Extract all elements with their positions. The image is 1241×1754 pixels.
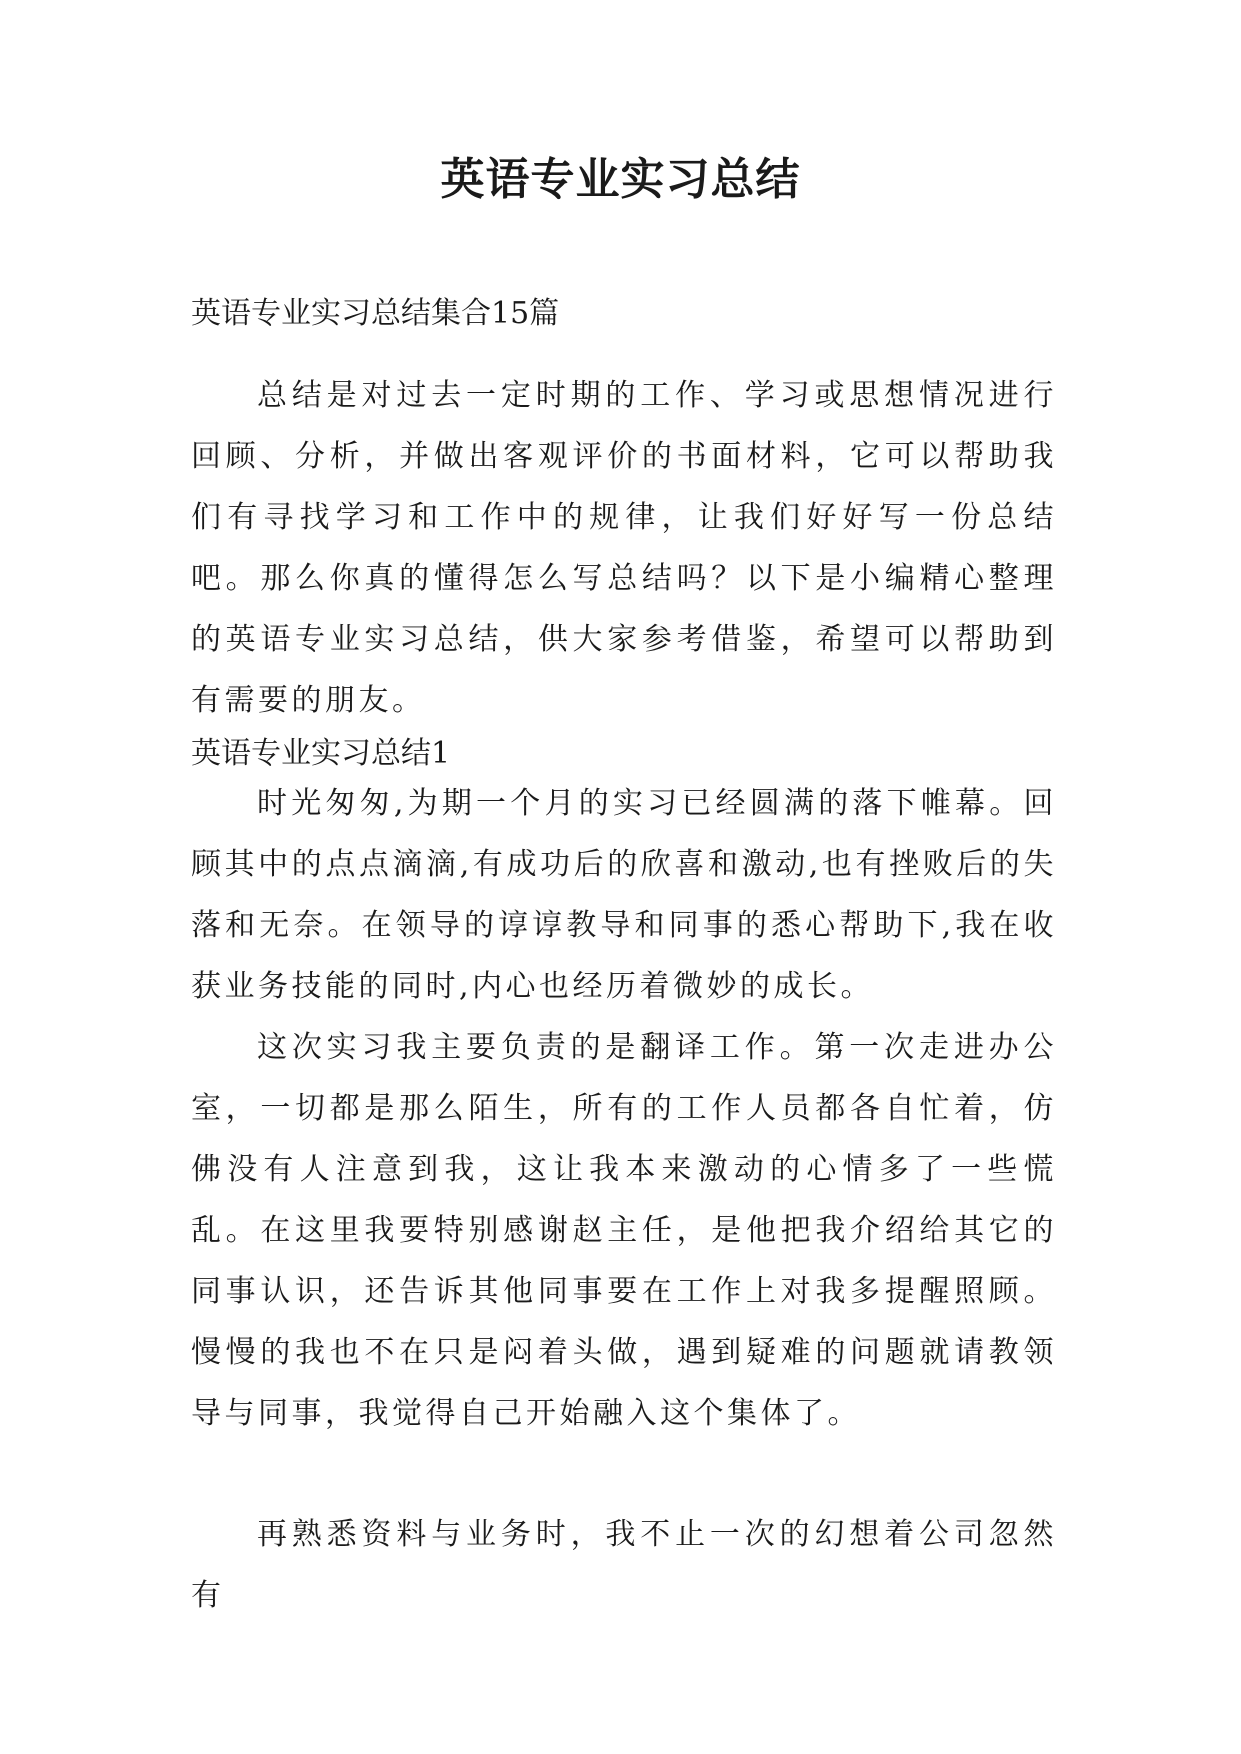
body-paragraph-3: 再熟悉资料与业务时，我不止一次的幻想着公司忽然有 xyxy=(191,1517,1057,1613)
document-title: 英语专业实习总结 xyxy=(440,154,801,205)
document-subtitle: 英语专业实习总结集合15篇 xyxy=(191,296,560,331)
section-heading: 英语专业实习总结1 xyxy=(191,736,451,771)
intro-paragraph: 总结是对过去一定时期的工作、学习或思想情况进行回顾、分析，并做出客观评价的书面材料，它可以帮助我们有寻找学习和工作中的规律，让我们好好写一份总结吧。那么你真的懂得怎么写总结吗？以下是小编精心整理的英语专业实习总结，供大家参考借鉴，希望可以帮助到有需要的朋友。 xyxy=(191,378,1057,718)
body-paragraph-1: 时光匆匆,为期一个月的实习已经圆满的落下帷幕。回顾其中的点点滴滴,有成功后的欣喜和激动,也有挫败后的失落和无奈。在领导的谆谆教导和同事的悉心帮助下,我在收获业务技能的同时,内心也经历着微妙的成长。 xyxy=(191,786,1057,1004)
body-paragraph-2: 这次实习我主要负责的是翻译工作。第一次走进办公室，一切都是那么陌生，所有的工作人员都各自忙着，仿佛没有人注意到我，这让我本来激动的心情多了一些慌乱。在这里我要特别感谢赵主任，是他把我介绍给其它的同事认识，还告诉其他同事要在工作上对我多提醒照顾。慢慢的我也不在只是闷着头做，遇到疑难的问题就请教领导与同事，我觉得自己开始融入这个集体了。 xyxy=(191,1030,1057,1431)
